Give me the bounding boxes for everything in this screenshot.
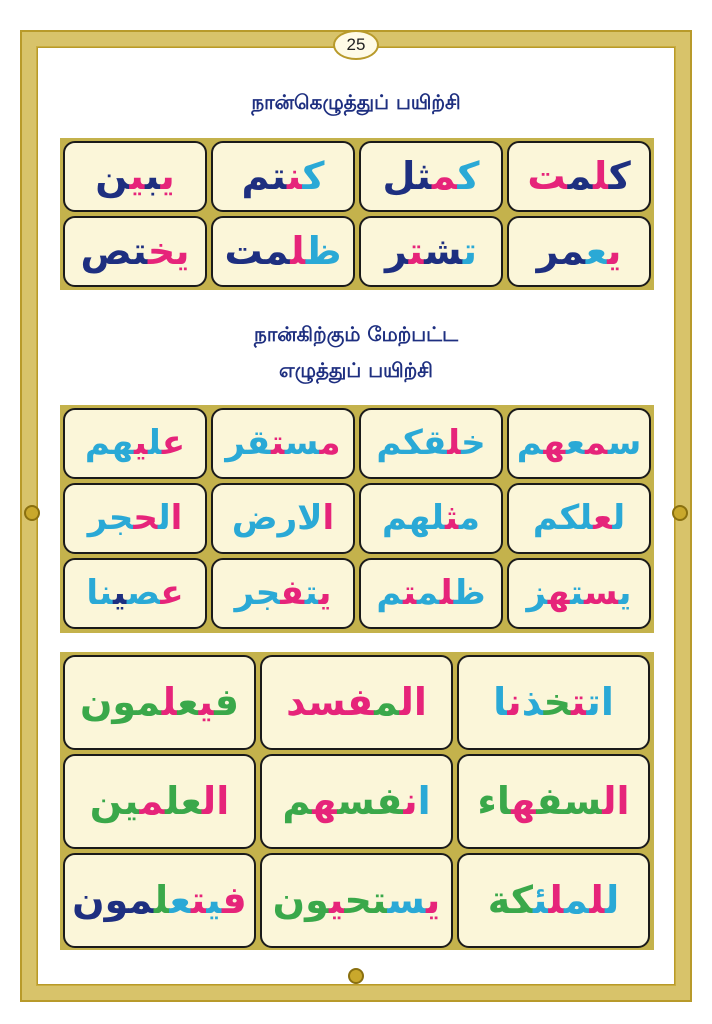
arabic-word: اتتخذنا	[493, 680, 614, 724]
section3-word-cell	[457, 754, 650, 849]
section1-word-cell	[63, 141, 207, 212]
arabic-word: للملئكة	[487, 878, 620, 922]
section2-word-cell	[63, 558, 207, 629]
arabic-word: يبين	[95, 154, 175, 198]
arabic-word: انفسهم	[282, 779, 431, 823]
section1-word-cell	[359, 141, 503, 212]
section2-word-cell	[359, 408, 503, 479]
arabic-word: الرض	[231, 498, 335, 538]
arabic-word: كنتم	[241, 154, 325, 198]
section2-word-cell	[211, 558, 355, 629]
section1-word-cell	[211, 216, 355, 287]
arabic-word: مثلهم	[382, 498, 480, 538]
arabic-word: فيعلمون	[79, 680, 240, 724]
arabic-word: خلقكم	[376, 423, 486, 463]
arabic-word: السفهاء	[477, 779, 630, 823]
arabic-word: عليهم	[84, 423, 186, 463]
section1-word-cell	[507, 141, 651, 212]
arabic-word: تشتر	[384, 229, 478, 273]
left-ornament-icon	[24, 505, 40, 521]
arabic-word: المفسد	[286, 680, 427, 724]
section1-word-cell	[211, 141, 355, 212]
arabic-word: لعلكم	[532, 498, 626, 538]
section1-title: நான்கெழுத்துப் பயிற்சி	[251, 90, 461, 114]
page-number: 25	[333, 30, 379, 60]
arabic-word: يعمر	[536, 229, 622, 273]
section3-word-cell	[260, 754, 453, 849]
section2-word-cell	[63, 408, 207, 479]
section2-word-cell	[211, 483, 355, 554]
section2-title-line2: எழுத்துப் பயிற்சி	[279, 358, 433, 382]
arabic-word: يتفجر	[234, 573, 332, 613]
section2-word-cell	[507, 483, 651, 554]
section3-word-cell	[457, 655, 650, 750]
arabic-word: يستهز	[526, 573, 632, 613]
section3-word-cell	[63, 655, 256, 750]
arabic-word: الحجر	[87, 498, 183, 538]
section3-word-cell	[260, 655, 453, 750]
section1-word-cell	[63, 216, 207, 287]
section2-word-cell	[359, 483, 503, 554]
section2-title-line1: நான்கிற்கும் மேற்பட்ட	[253, 322, 458, 346]
arabic-word: ظلمت	[224, 229, 342, 273]
section1-word-cell	[507, 216, 651, 287]
section2-word-cell	[507, 558, 651, 629]
section3-word-cell	[63, 853, 256, 948]
arabic-word: كمثل	[382, 154, 480, 198]
right-ornament-icon	[672, 505, 688, 521]
arabic-word: مستقر	[225, 423, 341, 463]
arabic-word: ظلمتم	[376, 573, 486, 613]
section3-word-cell	[63, 754, 256, 849]
section1-word-cell	[359, 216, 503, 287]
section2-word-cell	[507, 408, 651, 479]
arabic-word: يختص	[80, 229, 190, 273]
bottom-ornament-icon	[348, 968, 364, 984]
section2-word-cell	[63, 483, 207, 554]
arabic-word: فيتعلمون	[72, 878, 247, 922]
section2-word-cell	[211, 408, 355, 479]
arabic-word: كلمت	[527, 154, 631, 198]
arabic-word: عصينا	[86, 573, 184, 613]
section3-word-cell	[260, 853, 453, 948]
arabic-word: العلمين	[89, 779, 230, 823]
section3-word-cell	[457, 853, 650, 948]
arabic-word: يستحيون	[272, 878, 441, 922]
arabic-word: سمعهم	[516, 423, 642, 463]
section2-word-cell	[359, 558, 503, 629]
